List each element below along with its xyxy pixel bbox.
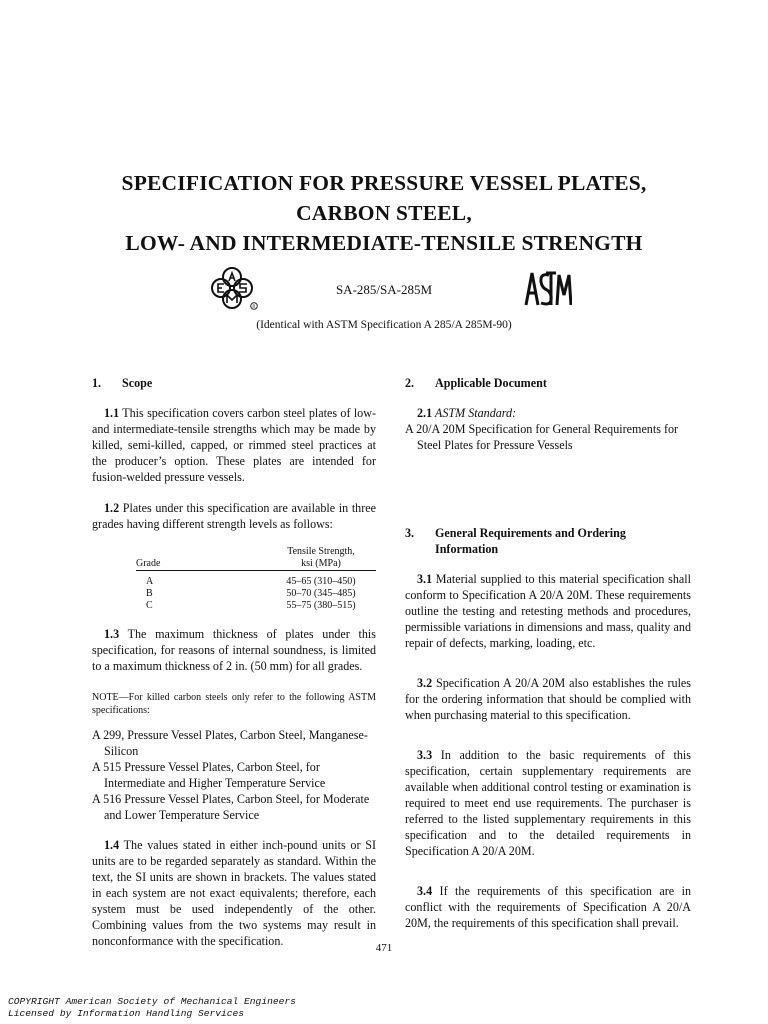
paragraph-1-1 [92, 405, 376, 485]
section-title-line-1: General Requirements and Ordering [435, 526, 626, 540]
title-line-1: SPECIFICATION FOR PRESSURE VESSEL PLATES, [121, 171, 647, 195]
para-text: If the requirements of this specification are in conflict with the requirements of Specification A 20/A 20M, the requirements of this specification shall prevail. [405, 884, 691, 930]
para-text: ASTM Standard: [432, 406, 517, 420]
table-row [136, 576, 376, 588]
table-header-grade: Grade [136, 558, 266, 571]
section-title-line-2: Information [435, 542, 499, 556]
para-text: In addition to the basic requirements of this specification, certain supplementary requirements are available when additional control testing or examination is required to meet end use requirements. The purchaser is referred to the listed supplementary requirements in this specification and to the detailed requirements in Specification A 20/A 20M. [405, 748, 691, 858]
designation: SA-285/SA-285M [335, 282, 433, 297]
reference-list [92, 727, 376, 823]
paragraph-1-4 [92, 837, 376, 949]
left-column [92, 375, 376, 949]
para-number: 1.4 [104, 838, 120, 852]
para-number: 3.2 [417, 676, 433, 690]
copyright-footer [8, 996, 296, 1020]
section-title: Applicable Document [435, 376, 547, 390]
title-line-2: CARBON STEEL, [296, 201, 472, 225]
list-item: A 515 Pressure Vessel Plates, Carbon Steel, for Intermediate and Higher Temperature Service [92, 760, 326, 790]
paragraph-3-2 [405, 675, 691, 723]
section-number: 2. [405, 376, 415, 390]
para-number: 3.3 [417, 748, 433, 762]
paragraph-1-2 [92, 500, 376, 532]
strength-cell: 50–70 (345–485) [286, 588, 356, 599]
note: NOTE—For killed carbon steels only refer to the following ASTM specifications: [92, 692, 376, 716]
list-item: A 299, Pressure Vessel Plates, Carbon Steel, Manganese-Silicon [92, 728, 368, 758]
para-number: 1.2 [104, 501, 120, 515]
strength-cell: 45–65 (310–450) [286, 576, 356, 587]
astm-logo-icon [524, 269, 572, 309]
para-text: Plates under this specification are available in three grades having different strength levels as follows: [92, 501, 376, 531]
paragraph-3-3 [405, 747, 691, 859]
list-item: A 516 Pressure Vessel Plates, Carbon Steel, for Moderate and Lower Temperature Service [92, 792, 370, 822]
footer-line-1: COPYRIGHT American Society of Mechanical Engineers [8, 996, 296, 1007]
right-column [405, 375, 691, 931]
section-2-heading [405, 375, 691, 391]
table-header-strength-1: Tensile Strength, [287, 546, 355, 557]
grade-cell: B [146, 588, 153, 599]
document-title [60, 168, 708, 258]
section-number: 1. [92, 376, 102, 390]
paragraph-1-3 [92, 626, 376, 674]
para-number: 3.1 [417, 572, 433, 586]
page-number: 471 [375, 942, 393, 954]
para-text: The maximum thickness of plates under this specification, for reasons of internal soundness, is limited to a maximum thickness of 2 in. (50 mm) for all grades. [92, 627, 376, 673]
paragraph-3-1 [405, 571, 691, 651]
para-text: The values stated in either inch-pound units or SI units are to be regarded separately as standard. Within the text, the SI units are shown in brackets. The values stated in each system are not exact equivalents; therefore, each system must be used independently of the other. Combining values from the two systems may result in nonconformance with the specification. [92, 838, 376, 948]
grade-cell: C [146, 600, 153, 611]
grade-cell: A [146, 576, 154, 587]
table-header-strength-2: ksi (MPa) [266, 558, 376, 571]
section-3-heading [405, 525, 691, 557]
table-row [136, 600, 376, 612]
para-number: 2.1 [417, 406, 433, 420]
section-1-heading [92, 375, 376, 391]
svg-text:R: R [252, 304, 256, 310]
section-title [435, 525, 626, 557]
grade-table [136, 546, 376, 612]
section-title: Scope [122, 376, 153, 390]
para-number: 1.3 [104, 627, 120, 641]
para-number: 3.4 [417, 884, 433, 898]
para-number: 1.1 [104, 406, 120, 420]
section-number: 3. [405, 526, 415, 540]
title-line-3: LOW- AND INTERMEDIATE-TENSILE STRENGTH [125, 231, 643, 255]
para-text: Specification A 20/A 20M also establishes the rules for the ordering information that should be complied with when purchasing material to this specification. [405, 676, 691, 722]
paragraph-2-1 [405, 405, 691, 421]
footer-line-2: Licensed by Information Handling Services [8, 1008, 245, 1019]
list-item: A 20/A 20M Specification for General Requirements for Steel Plates for Pressure Vessels [405, 422, 679, 452]
paragraph-3-4 [405, 883, 691, 931]
para-text: This specification covers carbon steel plates of low- and intermediate-tensile strengths which may be made by killed, semi-killed, capped, or rimmed steel practices at the producer’s option. These plates are intended for fusion-welded pressure vessels. [92, 406, 376, 484]
identical-note: (Identical with ASTM Specification A 285/A 285M-90) [256, 319, 512, 331]
table-row [136, 588, 376, 600]
strength-cell: 55–75 (380–515) [286, 600, 356, 611]
para-text: Material supplied to this material specification shall conform to Specification A 20/A 20M. These requirements outline the testing and retesting methods and procedures, permissible variations in dimensions and mass, quality and repair of defects, marking, loading, etc. [405, 572, 691, 650]
